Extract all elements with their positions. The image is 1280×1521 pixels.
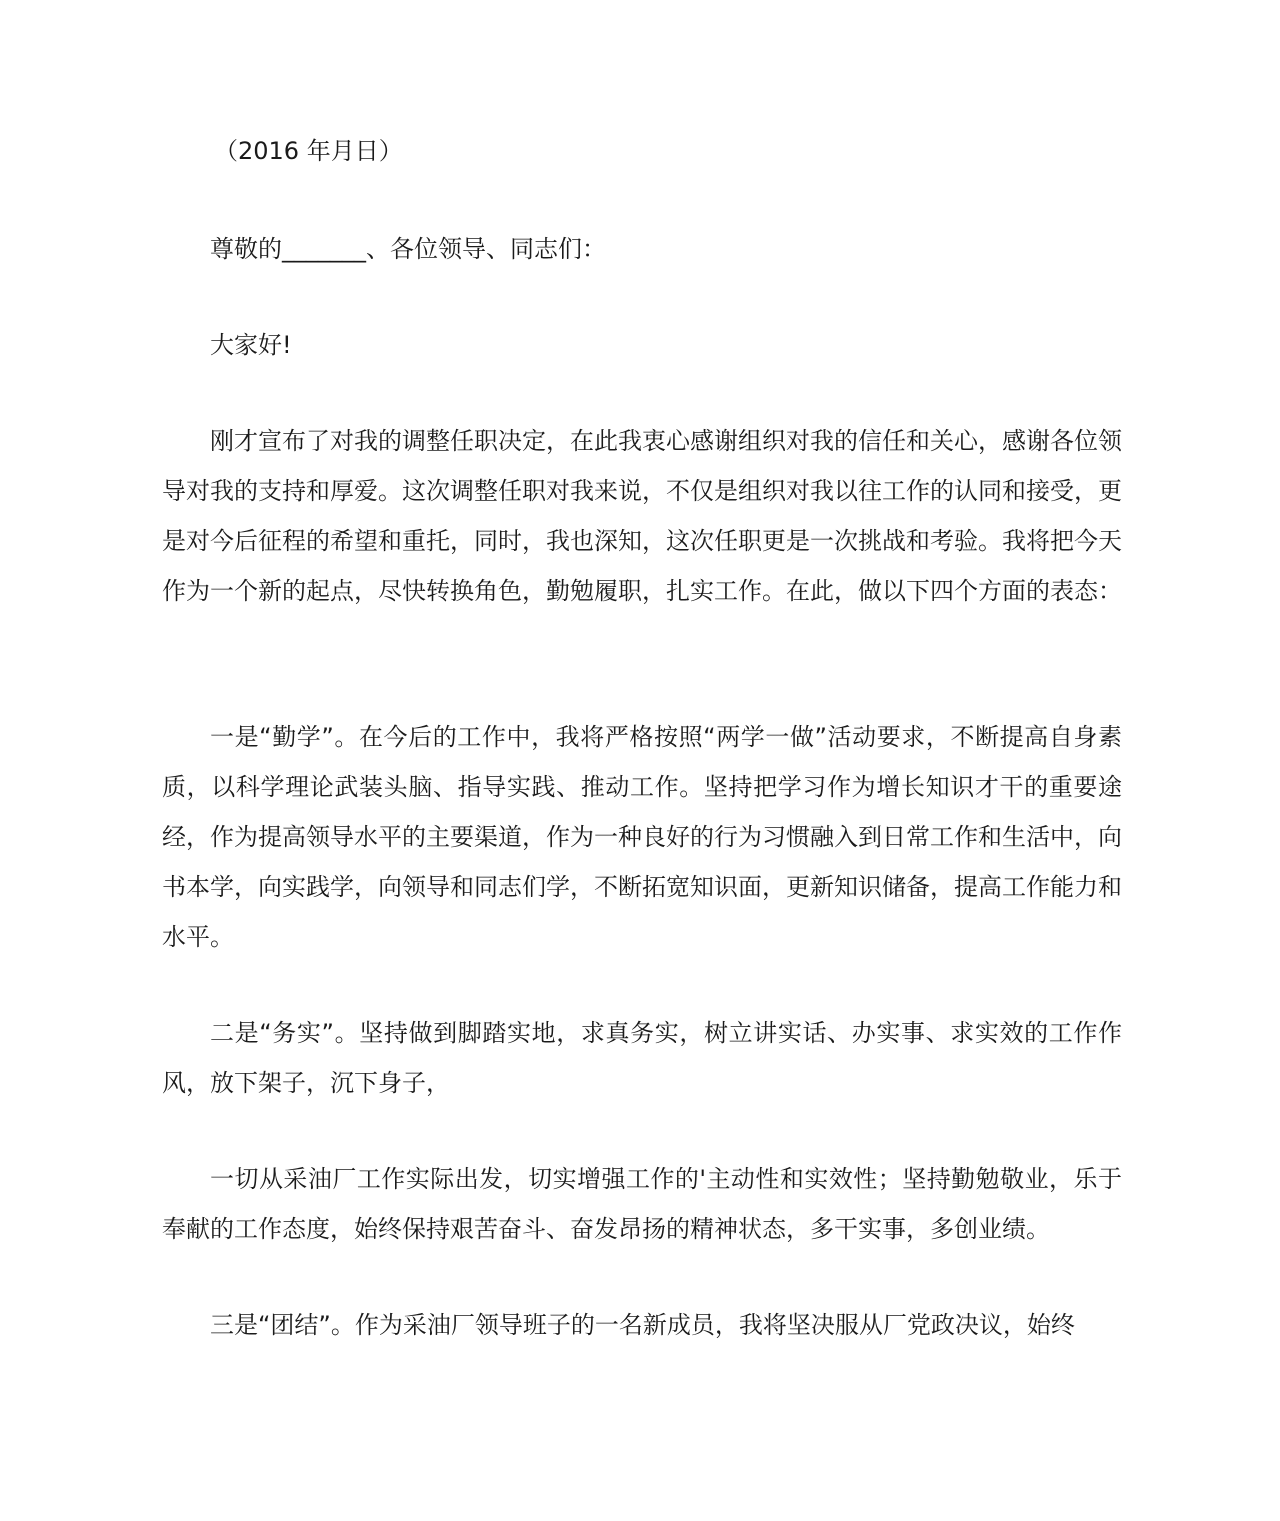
paragraph-diligent-study: 一是“勤学”。在今后的工作中，我将严格按照“两学一做”活动要求，不断提高自身素质，以科学理论武装头脑、指导实践、推动工作。坚持把学习作为增长知识才干的重要途经，作为提高领导水平的主要渠道，作为一种良好的行为习惯融入到日常工作和生活中，向书本学，向实践学，向领导和同志们学，不断拓宽知识面，更新知识储备，提高工作能力和水平。 bbox=[162, 723, 1122, 951]
paragraph-appointment-thanks: 刚才宣布了对我的调整任职决定，在此我衷心感谢组织对我的信任和关心，感谢各位领导对我的支持和厚爱。这次调整任职对我来说，不仅是组织对我以往工作的认同和接受，更是对今后征程的希望和重托，同时，我也深知，这次任职更是一次挑战和考验。我将把今天作为一个新的起点，尽快转换角色，勤勉履职，扎实工作。在此，做以下四个方面的表态： bbox=[162, 427, 1122, 605]
greeting-line: 尊敬的_______、各位领导、同志们： bbox=[210, 235, 606, 263]
paragraph-pragmatic: 二是“务实”。坚持做到脚踏实地，求真务实，树立讲实话、办实事、求实效的工作作风，放下架子，沉下身子， bbox=[162, 1019, 1122, 1097]
hello-line: 大家好! bbox=[210, 331, 292, 359]
paragraph-pragmatic-continued: 一切从采油厂工作实际出发，切实增强工作的'主动性和实效性；坚持勤勉敬业，乐于奉献的工作态度，始终保持艰苦奋斗、奋发昂扬的精神状态，多干实事，多创业绩。 bbox=[162, 1165, 1122, 1243]
paragraph-unity: 三是“团结”。作为采油厂领导班子的一名新成员，我将坚决服从厂党政决议，始终 bbox=[210, 1311, 1075, 1339]
date-line: （2016 年月日） bbox=[214, 137, 403, 165]
